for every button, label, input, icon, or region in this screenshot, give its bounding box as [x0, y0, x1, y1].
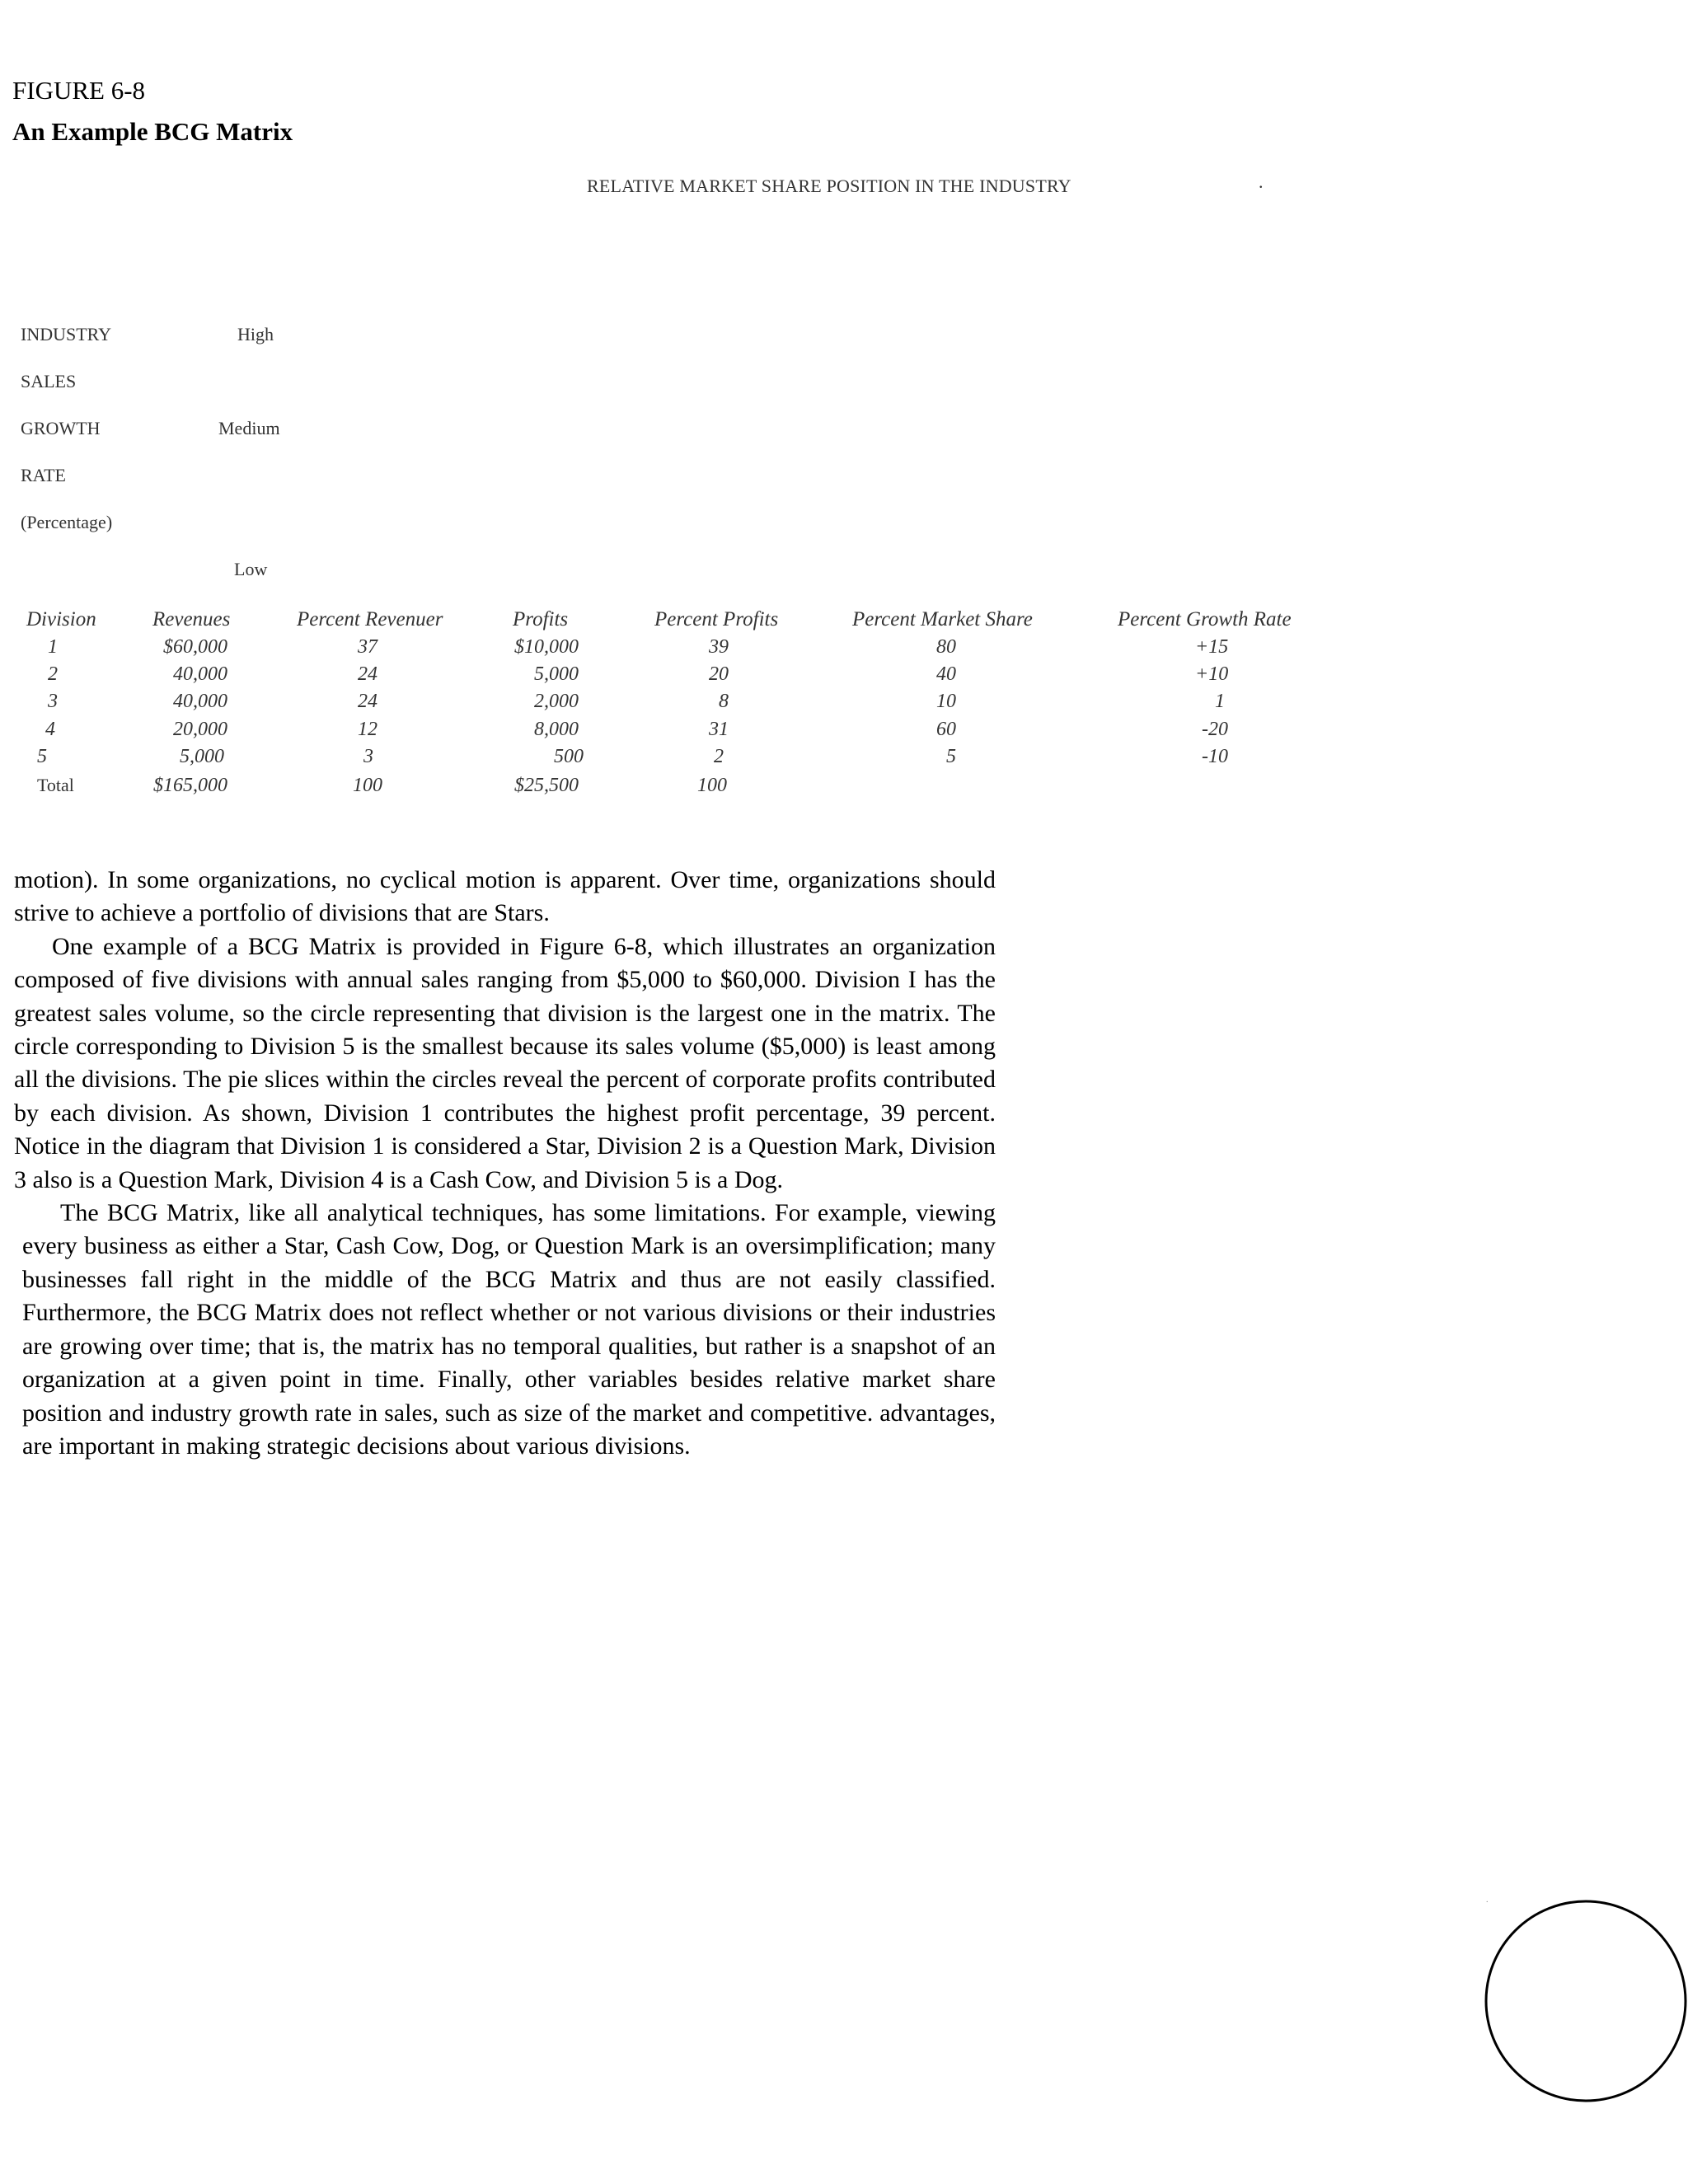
y-level-medium: Medium: [218, 418, 280, 438]
table-cell-profits: 500: [554, 746, 584, 767]
table-cell-market-share: 40: [936, 663, 956, 685]
table-cell-percent-profits: 2: [714, 746, 724, 767]
table-header-percent-growth-rate: Percent Growth Rate: [1118, 608, 1292, 630]
stray-mark: .: [1259, 171, 1264, 192]
table-total-revenues: $165,000: [153, 775, 227, 796]
table-cell-percent-profits: 20: [709, 663, 729, 685]
table-cell-percent-revenue: 12: [358, 719, 377, 740]
figure-number: FIGURE 6-8: [12, 76, 146, 105]
table-cell-division: 5: [37, 746, 47, 767]
table-cell-percent-revenue: 24: [358, 663, 377, 685]
table-cell-revenues: 40,000: [173, 691, 227, 712]
table-cell-market-share: 10: [936, 691, 956, 712]
table-cell-division: 2: [48, 663, 58, 685]
table-cell-division: 4: [45, 719, 55, 740]
paragraph-continued: motion). In some organizations, no cyclical motion is apparent. Over time, organizations should strive to achieve a portfolio of divisions that are Stars.: [14, 866, 996, 927]
table-cell-percent-revenue: 24: [358, 691, 377, 712]
y-axis-label-line: RATE: [21, 465, 66, 485]
table-cell-market-share: 5: [946, 746, 956, 767]
table-cell-growth-rate: -20: [1202, 719, 1228, 740]
table-header-profits: Profits: [513, 608, 569, 630]
paragraph-limitations: The BCG Matrix, like all analytical techniques, has some limitations. For example, viewing every business as either a Star, Cash Cow, Dog, or Question Mark is an oversimplification; many businesses fall right in the middle of the BCG Matrix and thus are not easily classified. Furthermore, the BCG Matrix does not reflect whether or not various divisions or their industries are growing over time; that is, the matrix has no temporal qualities, but rather is a snapshot of an organization at a given point in time. Finally, other variables besides relative market share position and industry growth rate in sales, such as size of the market and competitive. advantages, are important in making strategic decisions about various divisions.: [22, 1199, 996, 1460]
y-level-low: Low: [234, 559, 268, 579]
paragraph-example: One example of a BCG Matrix is provided in Figure 6-8, which illustrates an organization composed of five divisions with annual sales ranging from $5,000 to $60,000. Division I has the greatest sales volume, so the circle representing that division is the largest one in the matrix. The circle corresponding to Division 5 is the smallest because its sales volume ($5,000) is least among all the divisions. The pie slices within the circles reveal the percent of corporate profits contributed by each division. As shown, Division 1 contributes the highest profit percentage, 39 percent. Notice in the diagram that Division 1 is considered a Star, Division 2 is a Question Mark, Division 3 also is a Question Mark, Division 4 is a Cash Cow, and Division 5 is a Dog.: [14, 932, 996, 1193]
y-level-high: High: [237, 324, 274, 344]
table-cell-revenues: 20,000: [173, 719, 227, 740]
table-cell-percent-revenue: 3: [363, 746, 373, 767]
table-cell-percent-revenue: 37: [358, 636, 377, 658]
table-cell-percent-profits: 39: [709, 636, 729, 658]
page-circle: [1484, 1899, 1688, 2103]
body-text: [14, 864, 996, 1463]
y-axis-label-line: GROWTH: [21, 418, 101, 438]
table-cell-revenues: 40,000: [173, 663, 227, 685]
table-total-profits: $25,500: [514, 775, 579, 796]
table-cell-division: 3: [48, 691, 58, 712]
y-axis-label-line: SALES: [21, 371, 77, 391]
table-total-percent-revenue: 100: [353, 775, 382, 796]
circle-outline: [1486, 1901, 1686, 2101]
table-cell-percent-profits: 31: [709, 719, 729, 740]
table-cell-division: 1: [48, 636, 58, 658]
table-total-percent-profits: 100: [697, 775, 727, 796]
table-cell-market-share: 60: [936, 719, 956, 740]
figure-title: An Example BCG Matrix: [12, 117, 293, 146]
table-total-label: Total: [37, 775, 74, 795]
table-cell-percent-profits: 8: [719, 691, 729, 712]
table-cell-profits: $10,000: [514, 636, 579, 658]
tiny-mark: .: [1486, 1896, 1489, 1905]
table-header-percent-profits: Percent Profits: [654, 608, 779, 630]
table-cell-revenues: $60,000: [163, 636, 227, 658]
table-cell-profits: 8,000: [534, 719, 579, 740]
table-cell-growth-rate: +15: [1195, 636, 1229, 658]
table-cell-revenues: 5,000: [180, 746, 224, 767]
table-cell-profits: 2,000: [534, 691, 579, 712]
table-cell-growth-rate: -10: [1202, 746, 1228, 767]
table-header-revenues: Revenues: [152, 608, 231, 630]
table-cell-profits: 5,000: [534, 663, 579, 685]
table-header-percent-revenue: Percent Revenuer: [297, 608, 443, 630]
y-axis-label-line: (Percentage): [21, 512, 113, 532]
x-axis-title: RELATIVE MARKET SHARE POSITION IN THE INDUSTRY: [587, 176, 1071, 196]
table-cell-market-share: 80: [936, 636, 956, 658]
table-header-division: Division: [26, 608, 96, 630]
y-axis-label-line: INDUSTRY: [21, 324, 112, 344]
table-cell-growth-rate: 1: [1215, 691, 1225, 712]
table-cell-growth-rate: +10: [1195, 663, 1229, 685]
table-header-percent-market-share: Percent Market Share: [852, 608, 1033, 630]
